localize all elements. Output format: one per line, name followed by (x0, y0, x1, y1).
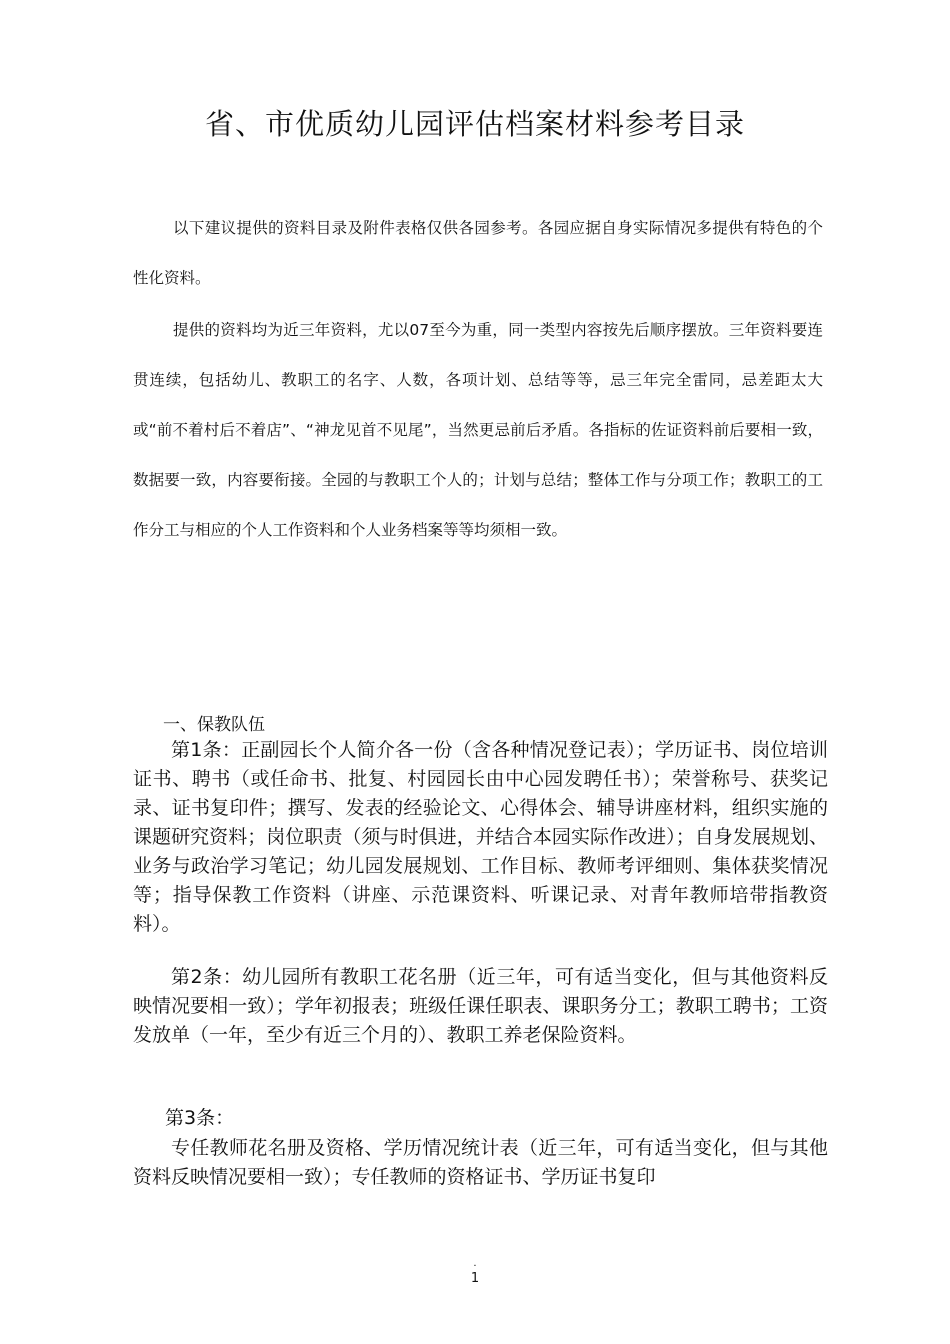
clause-3-text: 专任教师花名册及资格、学历情况统计表（近三年，可有适当变化，但与其他资料反映情况要相一致）；专任教师的资格证书、学历证书复印 (133, 1137, 828, 1188)
intro-paragraph-2 (133, 305, 823, 555)
clause-3 (133, 1134, 828, 1192)
clause-1-text: 第1条：正副园长个人简介各一份（含各种情况登记表）；学历证书、岗位培训证书、聘书（或任命书、批复、村园园长由中心园发聘任书）；荣誉称号、获奖记录、证书复印件；撰写、发表的经验论文、心得体会、辅导讲座材料，组织实施的课题研究资料；岗位职责（须与时俱进，并结合本园实际作改进）；自身发展规划、业务与政治学习笔记；幼儿园发展规划、工作目标、教师考评细则、集体获奖情况等；指导保教工作资料（讲座、示范课资料、听课记录、对青年教师培带指教资料）。 (133, 739, 828, 935)
page-number: 1 (470, 1271, 480, 1286)
intro-text-2: 提供的资料均为近三年资料，尤以07至今为重，同一类型内容按先后顺序摆放。三年资料要连贯连续，包括幼儿、教职工的名字、人数，各项计划、总结等等，忌三年完全雷同，忌差距太大或“前不着村后不着店”、“神龙见首不见尾”，当然更忌前后矛盾。各指标的佐证资料前后要相一致，数据要一致，内容要衔接。全园的与教职工个人的；计划与总结；整体工作与分项工作；教职工的工作分工与相应的个人工作资料和个人业务档案等等均须相一致。 (133, 321, 823, 539)
clause-2-text: 第2条：幼儿园所有教职工花名册（近三年，可有适当变化，但与其他资料反映情况要相一致）；学年初报表；班级任课任职表、课职务分工；教职工聘书；工资发放单（一年，至少有近三个月的）、教职工养老保险资料。 (133, 966, 828, 1046)
intro-paragraph-1 (133, 203, 823, 303)
clause-2 (133, 963, 828, 1050)
clause-1 (133, 736, 828, 939)
intro-text-1: 以下建议提供的资料目录及附件表格仅供各园参考。各园应据自身实际情况多提供有特色的个性化资料。 (133, 219, 823, 287)
page-title: 省、市优质幼儿园评估档案材料参考目录 (204, 107, 745, 141)
clause-3-heading: 第3条： (165, 1107, 235, 1129)
section-heading: 一、保教队伍 (163, 715, 265, 735)
page-dot: . (473, 1258, 477, 1269)
